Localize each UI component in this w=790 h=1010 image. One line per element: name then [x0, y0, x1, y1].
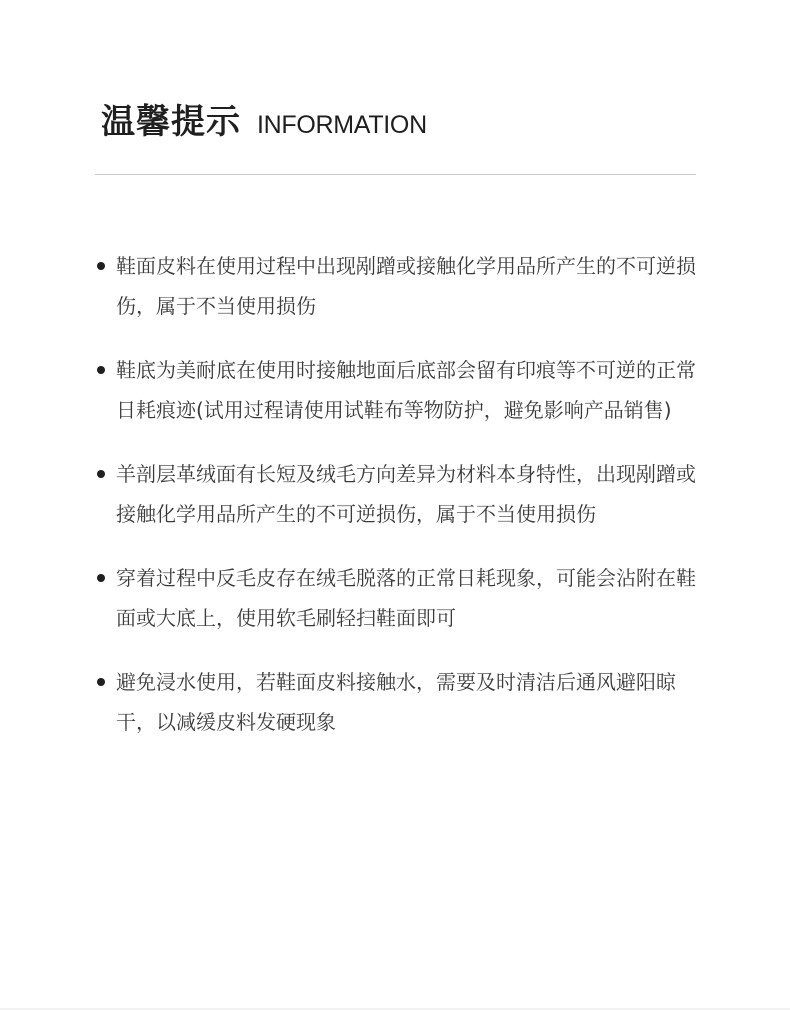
note-text: 鞋面皮料在使用过程中出现剐蹭或接触化学用品所产生的不可逆损伤，属于不当使用损伤 — [116, 254, 696, 318]
section-header — [95, 100, 696, 145]
note-text: 避免浸水使用，若鞋面皮料接触水，需要及时清洁后通风避阳晾干，以减缓皮料发硬现象 — [116, 670, 676, 734]
note-text: 羊剖层革绒面有长短及绒毛方向差异为材料本身特性，出现剐蹭或接触化学用品所产生的不可逆损伤，属于不当使用损伤 — [116, 462, 696, 526]
bullet-icon — [97, 262, 105, 270]
note-item — [95, 350, 696, 430]
section-subtitle: INFORMATION — [257, 111, 427, 139]
note-item — [95, 662, 696, 742]
info-section — [95, 100, 696, 734]
note-item — [95, 246, 696, 326]
note-text: 鞋底为美耐底在使用时接触地面后底部会留有印痕等不可逆的正常日耗痕迹(试用过程请使用试鞋布等物防护，避免影响产品销售) — [116, 358, 696, 422]
notes-list — [95, 246, 696, 766]
note-text: 穿着过程中反毛皮存在绒毛脱落的正常日耗现象，可能会沾附在鞋面或大底上，使用软毛刷轻扫鞋面即可 — [116, 566, 696, 630]
section-title: 温馨提示 — [101, 102, 241, 142]
note-item — [95, 454, 696, 534]
bullet-icon — [97, 574, 105, 582]
note-item — [95, 558, 696, 638]
header-divider — [95, 174, 696, 175]
bullet-icon — [97, 678, 105, 686]
bullet-icon — [97, 366, 105, 374]
bullet-icon — [97, 470, 105, 478]
